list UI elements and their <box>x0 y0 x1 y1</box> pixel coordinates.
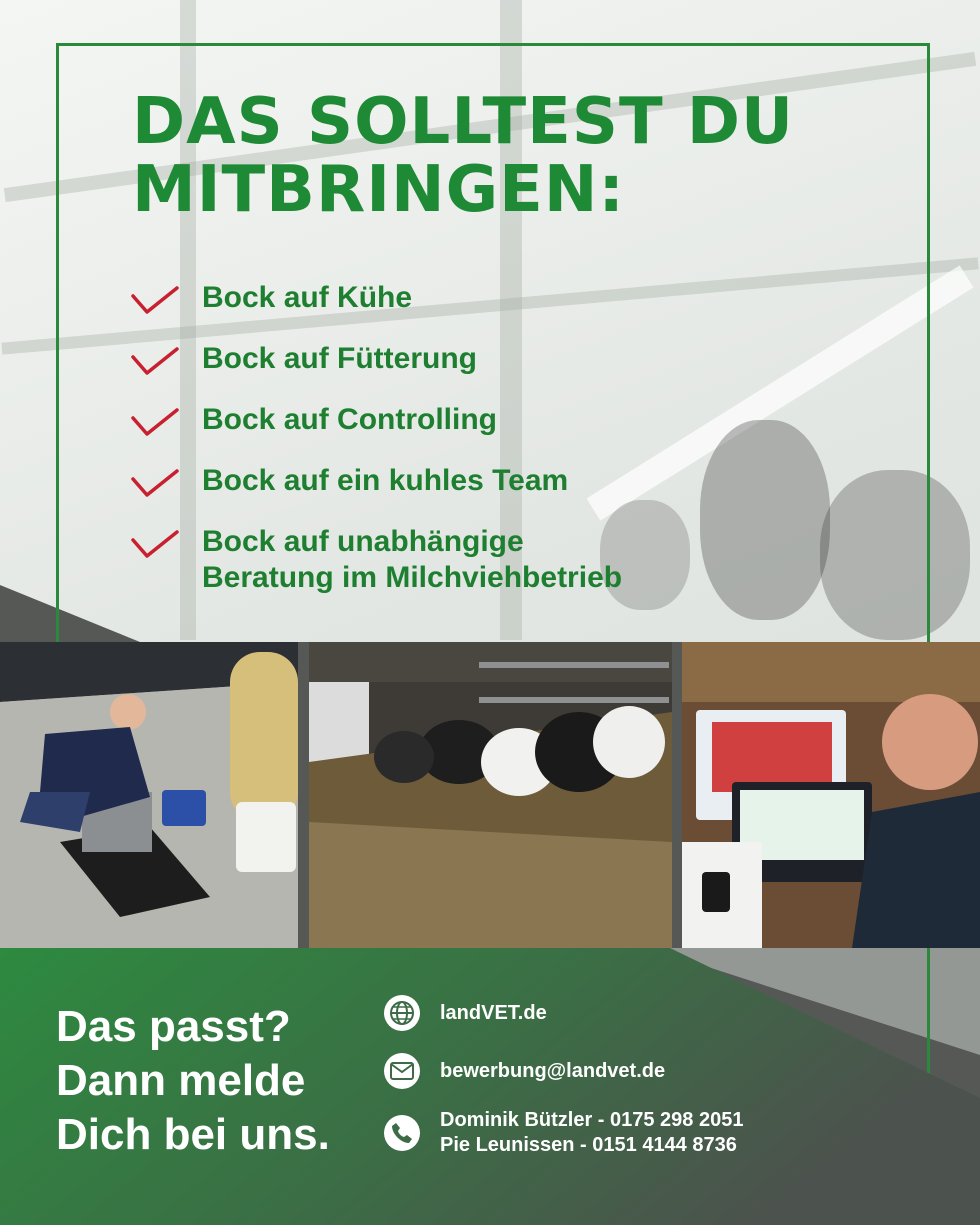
man-at-laptop-icon <box>682 642 980 948</box>
requirement-item <box>130 524 830 596</box>
requirement-text: Bock auf Kühe <box>202 281 413 314</box>
headline <box>132 85 892 227</box>
photo-advisor-laptop <box>682 642 980 948</box>
website-row[interactable] <box>384 995 547 1031</box>
requirement-item <box>130 463 830 498</box>
checkmark-icon <box>130 284 180 316</box>
website-link[interactable]: landVET.de <box>440 1001 547 1024</box>
checkmark-icon <box>130 406 180 438</box>
requirement-item <box>130 402 830 437</box>
checkmark-icon <box>130 528 180 560</box>
globe-icon <box>384 995 420 1031</box>
person-sieving-feed-icon <box>0 642 298 948</box>
requirement-item <box>130 280 830 315</box>
cta-line-2: Dann melde <box>56 1056 306 1105</box>
email-row[interactable] <box>384 1053 665 1089</box>
email-link[interactable]: bewerbung@landvet.de <box>440 1059 666 1082</box>
cows-feeding-icon <box>309 642 672 948</box>
requirement-item <box>130 341 830 376</box>
phone-icon <box>384 1115 420 1151</box>
envelope-icon <box>384 1053 420 1089</box>
requirement-text: Bock auf Controlling <box>202 403 497 436</box>
requirement-text: Bock auf Fütterung <box>202 342 477 375</box>
phone-row[interactable] <box>384 1108 743 1158</box>
photo-cows-feeding <box>309 642 672 948</box>
requirement-text: Beratung im Milchviehbetrieb <box>202 561 623 594</box>
photo-feed-sieving <box>0 642 298 948</box>
headline-line-1: DAS SOLLTEST DU <box>132 85 794 159</box>
checkmark-icon <box>130 345 180 377</box>
requirement-text: Bock auf unabhängige <box>202 525 524 558</box>
cta-line-1: Das passt? <box>56 1002 291 1051</box>
phone-contact-2[interactable]: Pie Leunissen - 0151 4144 8736 <box>440 1134 737 1156</box>
cta-line-3: Dich bei uns. <box>56 1110 330 1159</box>
call-to-action <box>56 1000 386 1162</box>
requirements-list <box>130 280 830 622</box>
phone-contact-1[interactable]: Dominik Bützler - 0175 298 2051 <box>440 1109 744 1131</box>
requirement-text: Bock auf ein kuhles Team <box>202 464 569 497</box>
checkmark-icon <box>130 467 180 499</box>
phone-contacts <box>440 1108 743 1158</box>
headline-line-2: MITBRINGEN: <box>132 153 625 227</box>
